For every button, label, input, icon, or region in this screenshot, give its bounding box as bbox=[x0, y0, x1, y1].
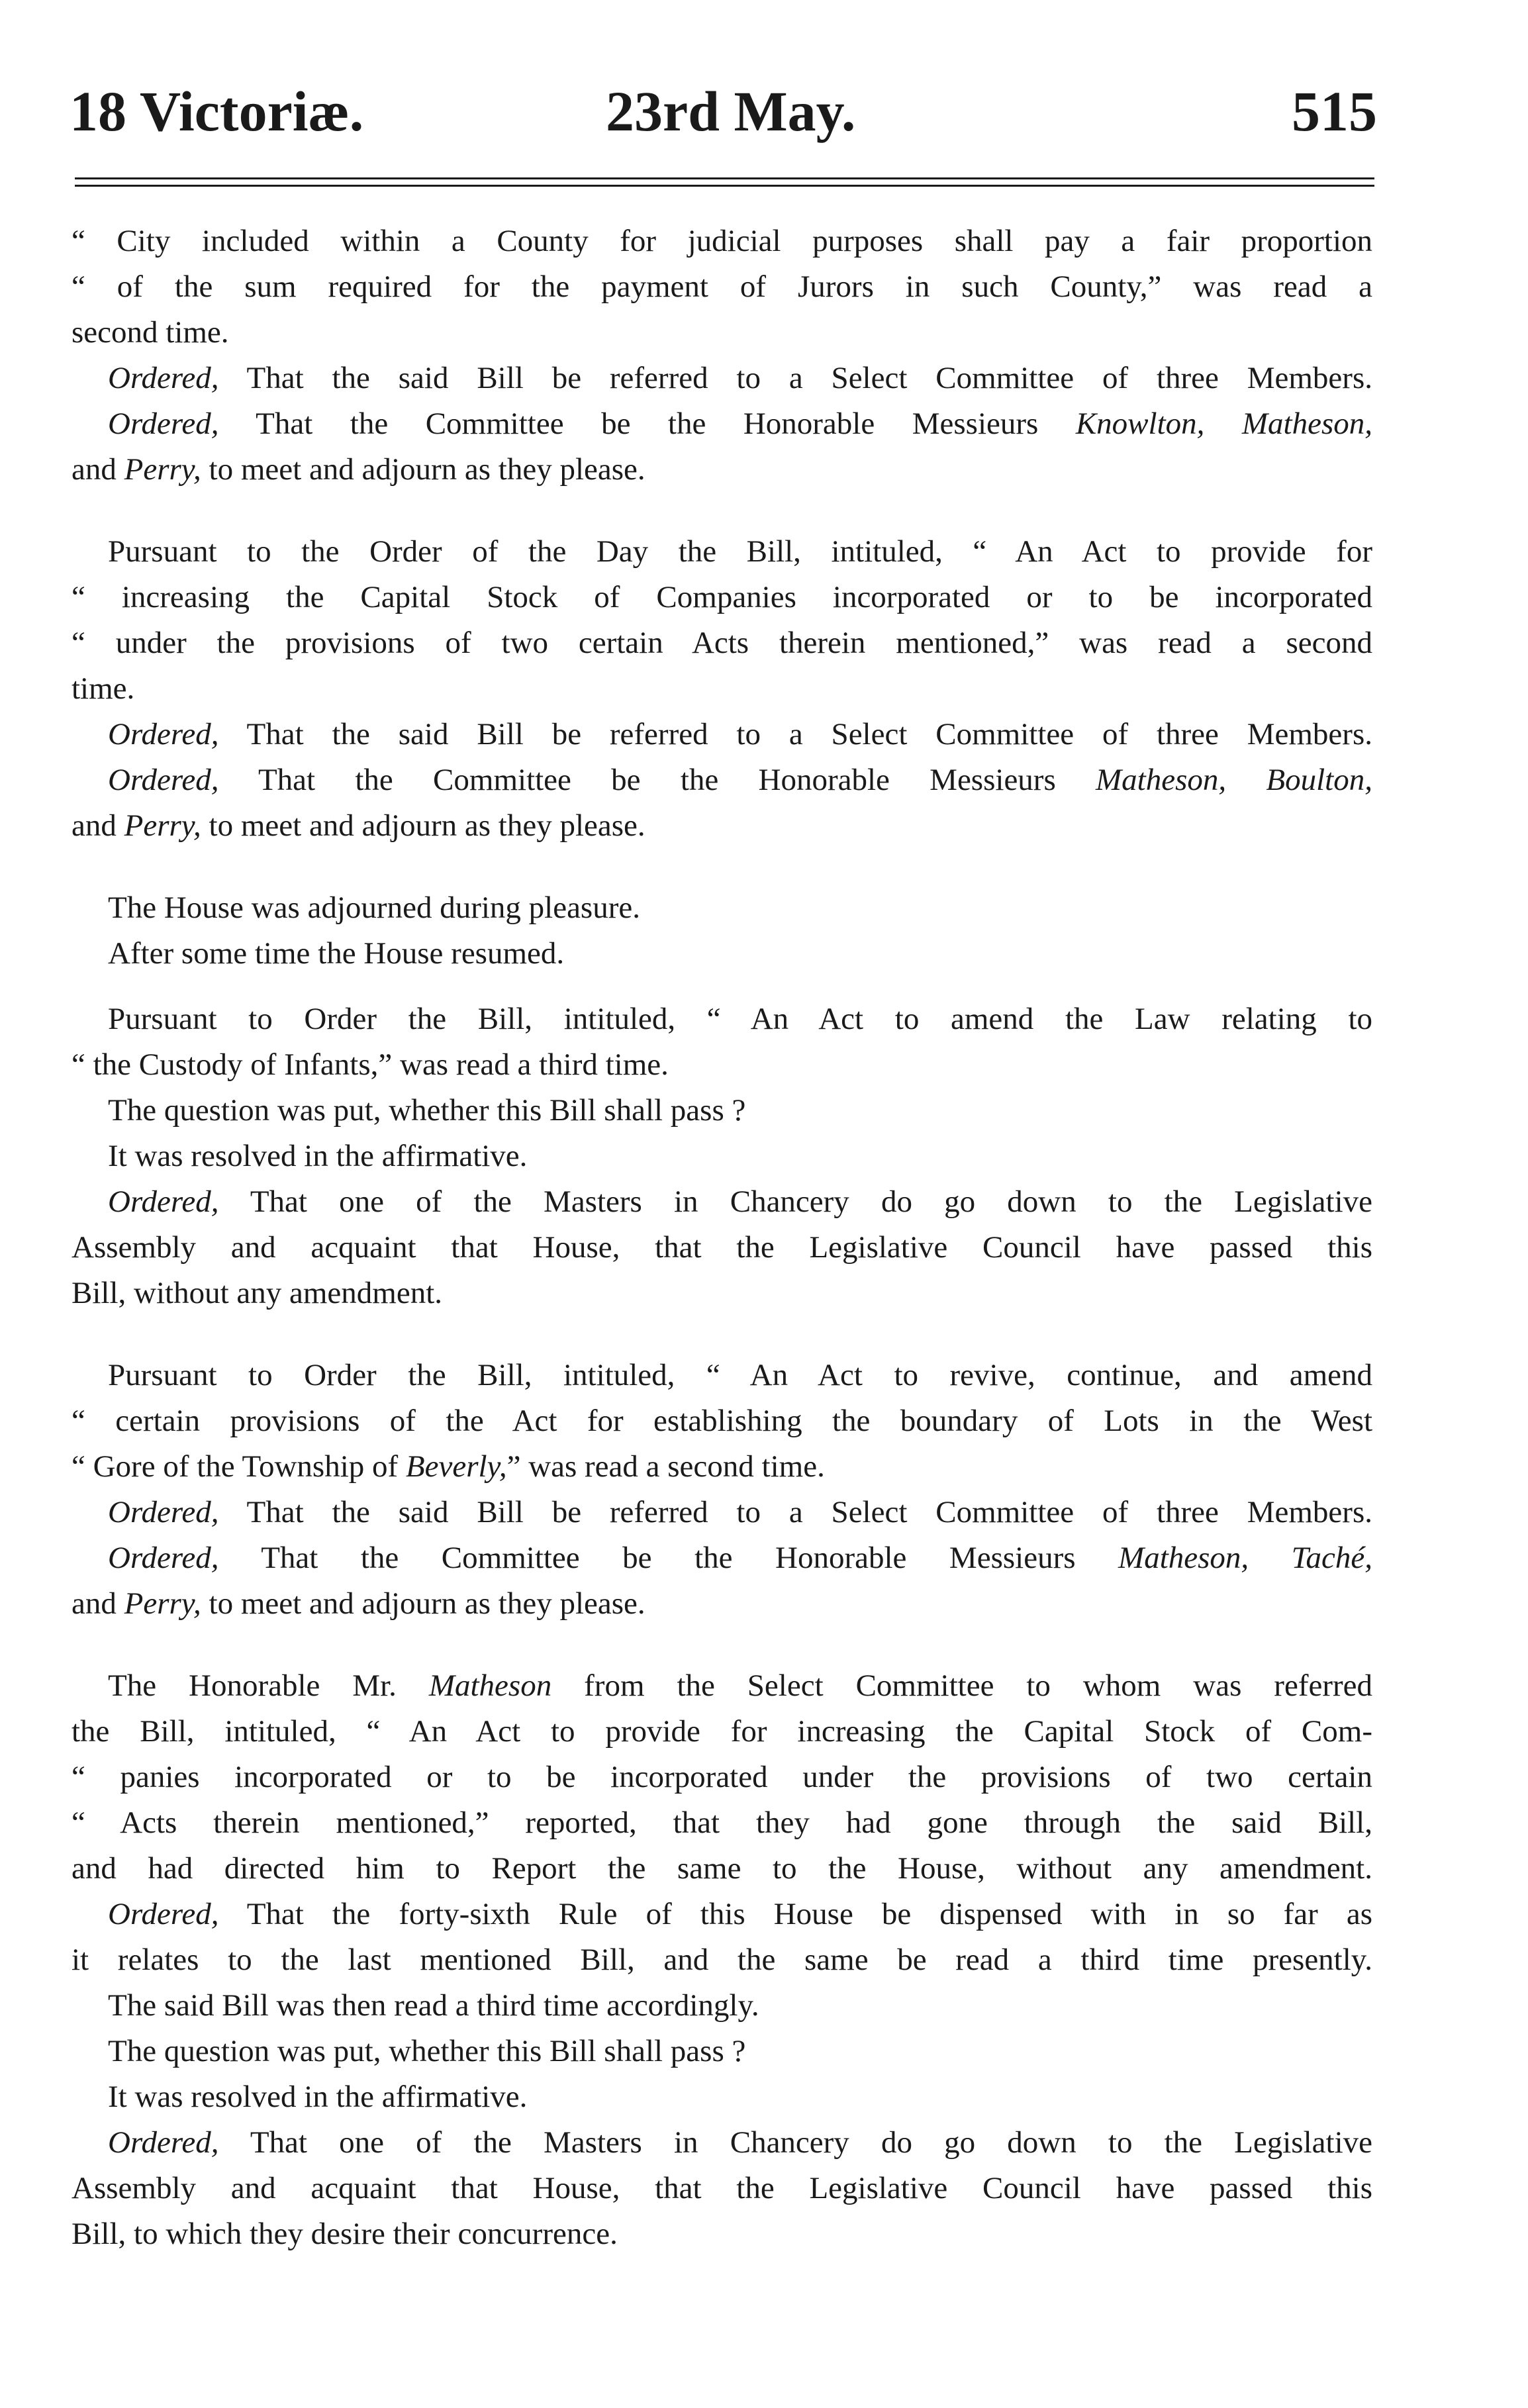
header-session: 18 Victoriæ. bbox=[70, 79, 364, 143]
paragraph-gap bbox=[72, 1627, 1372, 1663]
text-run: to meet and adjourn as they please. bbox=[201, 1586, 645, 1621]
text-line: Bill, without any amendment. bbox=[72, 1276, 443, 1310]
text-run: That the said Bill be referred to a Select Committee of three Members. bbox=[218, 1495, 1372, 1529]
italic-text: Ordered, bbox=[108, 763, 219, 797]
paragraph bbox=[72, 885, 1372, 977]
text-line: “ increasing the Capital Stock of Companies incorporated or to be incorporated bbox=[72, 580, 1372, 614]
paragraph bbox=[72, 218, 1372, 356]
text-line: and had directed him to Report the same to the House, without any amendment. bbox=[72, 1851, 1372, 1886]
text-line: Assembly and acquaint that House, that the Legislative Council have passed this bbox=[72, 2171, 1372, 2205]
text-line bbox=[72, 712, 1372, 757]
text-run: and bbox=[72, 452, 124, 487]
paragraph bbox=[72, 529, 1372, 712]
text-run: ” was read a second time. bbox=[506, 1449, 825, 1484]
text-line: “ Acts therein mentioned,” reported, that they had gone through the said Bill, bbox=[72, 1806, 1372, 1840]
italic-text: Matheson bbox=[428, 1668, 552, 1703]
paragraph bbox=[72, 401, 1372, 493]
text-line bbox=[72, 757, 1372, 803]
paragraph bbox=[72, 1179, 1372, 1316]
italic-text: Ordered, bbox=[108, 1541, 219, 1575]
italic-text: Ordered, bbox=[108, 717, 219, 751]
text-run: That the said Bill be referred to a Select Committee of three Members. bbox=[218, 361, 1372, 395]
paragraph bbox=[72, 1892, 1372, 2120]
paragraph bbox=[72, 712, 1372, 757]
text-run: to meet and adjourn as they please. bbox=[201, 808, 645, 843]
text-line bbox=[72, 447, 1372, 493]
italic-text: Ordered, bbox=[108, 407, 219, 441]
text-line bbox=[72, 1179, 1372, 1225]
text-line bbox=[72, 803, 1372, 849]
paragraph-gap bbox=[72, 493, 1372, 529]
paragraph bbox=[72, 1535, 1372, 1627]
text-line bbox=[72, 1444, 1372, 1490]
text-run: That one of the Masters in Chancery do go down to the Legislative bbox=[218, 2125, 1372, 2160]
page-number: 515 bbox=[1292, 79, 1377, 143]
text-run: to meet and adjourn as they please. bbox=[201, 452, 645, 487]
paragraph bbox=[72, 1353, 1372, 1490]
text-line: After some time the House resumed. bbox=[108, 936, 565, 971]
running-header bbox=[70, 72, 1377, 151]
text-run: and bbox=[72, 1586, 124, 1621]
text-run: The Honorable Mr. bbox=[108, 1668, 429, 1703]
text-line: Assembly and acquaint that House, that the Legislative Council have passed this bbox=[72, 1230, 1372, 1265]
italic-text: Matheson, Taché, bbox=[1118, 1541, 1372, 1575]
text-run: That the said Bill be referred to a Select Committee of three Members. bbox=[218, 717, 1372, 751]
text-line: Pursuant to the Order of the Day the Bill, intituled, “ An Act to provide for bbox=[108, 534, 1372, 569]
text-line: the Bill, intituled, “ An Act to provide for increasing the Capital Stock of Com- bbox=[72, 1714, 1372, 1749]
italic-text: Ordered, bbox=[108, 1897, 219, 1931]
text-line: “ the Custody of Infants,” was read a third time. bbox=[72, 1047, 669, 1082]
header-rule-top bbox=[75, 177, 1374, 179]
header-rule-bottom bbox=[75, 185, 1374, 187]
page-body bbox=[72, 218, 1372, 2257]
italic-text: Ordered, bbox=[108, 1184, 219, 1219]
text-run: That the Committee be the Honorable Messieurs bbox=[218, 763, 1096, 797]
text-line: It was resolved in the affirmative. bbox=[108, 2080, 528, 2114]
text-line: time. bbox=[72, 671, 135, 706]
header-date: 23rd May. bbox=[606, 79, 856, 143]
paragraph bbox=[72, 2120, 1372, 2257]
italic-text: Perry, bbox=[124, 808, 201, 843]
italic-text: Perry, bbox=[124, 1586, 201, 1621]
italic-text: Ordered, bbox=[108, 1495, 219, 1529]
text-line: “ City included within a County for judicial purposes shall pay a fair proportion bbox=[72, 224, 1372, 258]
text-line bbox=[72, 1581, 1372, 1627]
text-run: That the forty-sixth Rule of this House be dispensed with in so far as bbox=[218, 1897, 1372, 1931]
paragraph bbox=[72, 1490, 1372, 1535]
text-line: Pursuant to Order the Bill, intituled, “ An Act to amend the Law relating to bbox=[108, 1002, 1372, 1036]
text-run: from the Select Committee to whom was referred bbox=[551, 1668, 1372, 1703]
paragraph bbox=[72, 757, 1372, 849]
text-line bbox=[72, 1892, 1372, 1937]
paragraph bbox=[72, 1663, 1372, 1892]
text-line: “ under the provisions of two certain Acts therein mentioned,” was read a second bbox=[72, 626, 1372, 660]
text-line: The question was put, whether this Bill shall pass ? bbox=[108, 2034, 746, 2068]
text-run: That one of the Masters in Chancery do go down to the Legislative bbox=[218, 1184, 1372, 1219]
italic-text: Beverly, bbox=[405, 1449, 507, 1484]
italic-text: Perry, bbox=[124, 452, 201, 487]
paragraph-gap bbox=[72, 977, 1372, 996]
paragraph-gap bbox=[72, 849, 1372, 885]
text-run: That the Committee be the Honorable Messieurs bbox=[218, 1541, 1119, 1575]
paragraph bbox=[72, 356, 1372, 401]
text-line: The House was adjourned during pleasure. bbox=[108, 891, 640, 925]
text-line bbox=[72, 1535, 1372, 1581]
text-line bbox=[72, 1663, 1372, 1709]
text-line: It was resolved in the affirmative. bbox=[108, 1139, 528, 1173]
italic-text: Matheson, Boulton, bbox=[1096, 763, 1372, 797]
italic-text: Ordered, bbox=[108, 2125, 219, 2160]
text-line bbox=[72, 401, 1372, 447]
text-run: “ Gore of the Township of bbox=[72, 1449, 406, 1484]
italic-text: Knowlton, Matheson, bbox=[1075, 407, 1372, 441]
paragraph-gap bbox=[72, 1316, 1372, 1353]
text-run: and bbox=[72, 808, 124, 843]
text-line: Bill, to which they desire their concurrence. bbox=[72, 2217, 618, 2251]
text-line: The question was put, whether this Bill shall pass ? bbox=[108, 1093, 746, 1128]
text-line: Pursuant to Order the Bill, intituled, “ An Act to revive, continue, and amend bbox=[108, 1358, 1372, 1392]
text-line: second time. bbox=[72, 315, 229, 350]
paragraph bbox=[72, 996, 1372, 1179]
text-line: “ panies incorporated or to be incorporated under the provisions of two certain bbox=[72, 1760, 1372, 1794]
text-line: “ of the sum required for the payment of Jurors in such County,” was read a bbox=[72, 269, 1372, 304]
text-line bbox=[72, 1490, 1372, 1535]
text-line: “ certain provisions of the Act for establishing the boundary of Lots in the West bbox=[72, 1404, 1372, 1438]
text-line bbox=[72, 2120, 1372, 2166]
text-line bbox=[72, 356, 1372, 401]
text-line: The said Bill was then read a third time accordingly. bbox=[108, 1988, 759, 2023]
text-line: it relates to the last mentioned Bill, and the same be read a third time presently. bbox=[72, 1943, 1372, 1977]
text-run: That the Committee be the Honorable Messieurs bbox=[218, 407, 1076, 441]
italic-text: Ordered, bbox=[108, 361, 219, 395]
